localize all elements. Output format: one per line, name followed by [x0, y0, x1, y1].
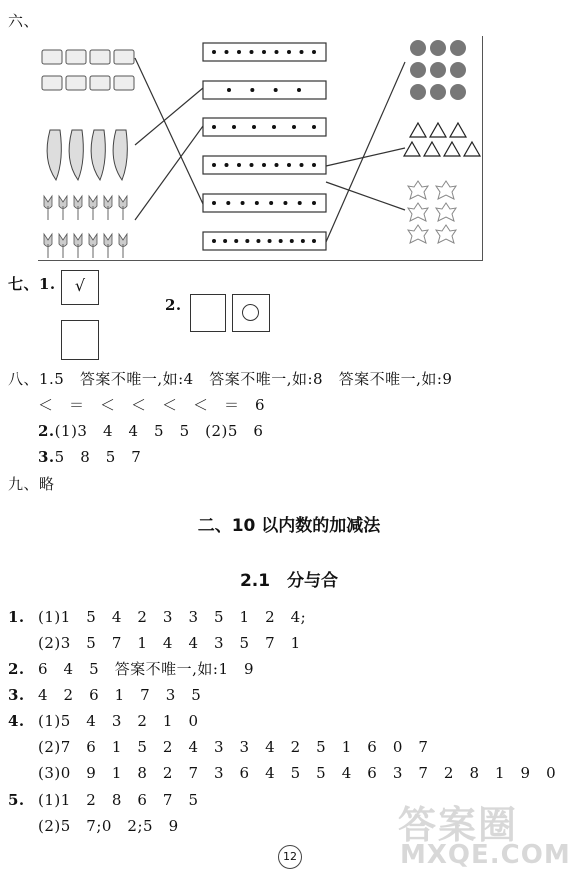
section-title: 2.1 分与合 — [239, 571, 339, 591]
watermark-logo: 答案圈 — [398, 803, 519, 847]
dot — [287, 163, 291, 167]
squirrel-icon — [430, 40, 446, 56]
answer-number: 4. — [8, 712, 25, 730]
chapter-title: 二、10 以内数的加减法 — [197, 516, 381, 536]
dot — [250, 163, 254, 167]
dot — [300, 50, 304, 54]
q6-label: 六、 — [8, 12, 40, 30]
answer-text: (2)5 7;0 2;5 9 — [38, 817, 179, 835]
q8-line2: ＜ ＝ ＜ ＜ ＜ ＜ ＝ 6 — [38, 396, 266, 414]
answer-line — [8, 632, 301, 653]
dot — [312, 50, 316, 54]
circle-mark — [242, 304, 259, 321]
leaf-icon — [408, 225, 428, 243]
answer-text: (1)1 5 4 2 3 3 5 1 2 4; — [38, 608, 307, 626]
dot — [268, 239, 272, 243]
right-pictures — [404, 40, 480, 243]
dot — [252, 125, 256, 129]
answer-number: 3. — [8, 686, 25, 704]
answer-line — [8, 658, 254, 679]
candy-icon — [114, 76, 134, 90]
dot — [292, 125, 296, 129]
dot-box — [203, 43, 326, 61]
q8-line4: 5 8 5 7 — [54, 448, 142, 466]
answer-text: (1)5 4 3 2 1 0 — [38, 712, 199, 730]
triangle-icon — [464, 142, 480, 156]
answer-text: 6 4 5 答案不唯一,如:1 9 — [38, 660, 255, 678]
dot — [283, 201, 287, 205]
candy-icon — [42, 50, 62, 64]
candy-icon — [114, 50, 134, 64]
answer-line — [8, 736, 428, 757]
leaf-icon — [408, 203, 428, 221]
triangle-icon — [430, 123, 446, 137]
answer-line — [8, 815, 179, 836]
q7-label: 七、1. — [8, 275, 56, 293]
dot — [250, 50, 254, 54]
q8-line1: 八、1.5 答案不唯一,如:4 答案不唯一,如:8 答案不唯一,如:9 — [8, 370, 453, 388]
dot — [312, 201, 316, 205]
answer-text: 4 2 6 1 7 3 5 — [38, 686, 202, 704]
squirrel-icon — [430, 62, 446, 78]
dot-box — [203, 232, 326, 250]
triangle-icon — [424, 142, 440, 156]
dot — [256, 239, 260, 243]
dot-box — [203, 156, 326, 174]
q8-num-2: 2. — [38, 422, 55, 440]
dot — [312, 163, 316, 167]
dot — [272, 125, 276, 129]
answer-text: (2)3 5 7 1 4 4 3 5 7 1 — [38, 634, 301, 652]
dot — [275, 163, 279, 167]
squirrel-icon — [410, 40, 426, 56]
answer-box-circle — [232, 294, 270, 332]
answer-number: 5. — [8, 791, 25, 809]
candy-icon — [66, 50, 86, 64]
q7-sub2-label: 2. — [165, 296, 182, 314]
dot — [237, 163, 241, 167]
squirrel-icon — [450, 62, 466, 78]
answer-text: (1)1 2 8 6 7 5 — [38, 791, 199, 809]
banana-icon — [69, 130, 83, 180]
left-pictures — [42, 50, 134, 258]
banana-icon — [91, 130, 105, 180]
answer-text: (3)0 9 1 8 2 7 3 6 4 5 5 4 6 3 7 2 8 1 9 0 — [38, 764, 557, 782]
answer-box-empty-2 — [190, 294, 226, 332]
dot — [212, 201, 216, 205]
answer-line — [8, 762, 556, 783]
dot — [226, 201, 230, 205]
page-number: 12 — [283, 850, 297, 863]
dot-boxes — [203, 43, 326, 250]
dot — [287, 50, 291, 54]
banana-icon — [47, 130, 61, 180]
squirrel-icon — [450, 40, 466, 56]
squirrel-icon — [430, 84, 446, 100]
squirrel-icon — [450, 84, 466, 100]
dot — [225, 50, 229, 54]
dot — [250, 88, 254, 92]
dot — [212, 125, 216, 129]
candy-icon — [66, 76, 86, 90]
dot — [297, 88, 301, 92]
leaf-icon — [436, 181, 456, 199]
dot — [274, 88, 278, 92]
dot — [312, 125, 316, 129]
dot — [225, 163, 229, 167]
answer-line — [8, 710, 199, 731]
q9-label: 九、略 — [8, 475, 55, 493]
dot-box — [203, 194, 326, 212]
answer-line — [8, 789, 199, 810]
dot — [241, 201, 245, 205]
page-number-badge — [278, 845, 302, 869]
dot — [227, 88, 231, 92]
dot-box — [203, 118, 326, 136]
dot — [223, 239, 227, 243]
triangle-icon — [404, 142, 420, 156]
answer-number: 2. — [8, 660, 25, 678]
triangle-icon — [450, 123, 466, 137]
triangle-icon — [444, 142, 460, 156]
q8-num-3: 3. — [38, 448, 55, 466]
dot — [269, 201, 273, 205]
answer-box-empty — [61, 320, 99, 360]
dot — [212, 239, 216, 243]
banana-icon — [113, 130, 127, 180]
triangle-icon — [410, 123, 426, 137]
answer-line — [8, 684, 201, 705]
answer-text: (2)7 6 1 5 2 4 3 3 4 2 5 1 6 0 7 — [38, 738, 429, 756]
matching-drawing — [0, 0, 578, 300]
dot — [245, 239, 249, 243]
q8-line3: (1)3 4 4 5 5 (2)5 6 — [54, 422, 264, 440]
check-mark: √ — [74, 276, 86, 295]
dot — [212, 163, 216, 167]
dot — [237, 50, 241, 54]
dot-box — [203, 81, 326, 99]
dot — [262, 163, 266, 167]
squirrel-icon — [410, 62, 426, 78]
watermark-url: MXQE.COM — [400, 840, 571, 870]
answer-number: 1. — [8, 608, 25, 626]
answer-line — [8, 606, 306, 627]
leaf-icon — [436, 225, 456, 243]
dot — [290, 239, 294, 243]
dot — [234, 239, 238, 243]
squirrel-icon — [410, 84, 426, 100]
dot — [255, 201, 259, 205]
dot — [275, 50, 279, 54]
dot — [300, 163, 304, 167]
dot — [262, 50, 266, 54]
dot — [312, 239, 316, 243]
leaf-icon — [408, 181, 428, 199]
candy-icon — [90, 50, 110, 64]
dot — [279, 239, 283, 243]
leaf-icon — [436, 203, 456, 221]
answer-box-checked — [61, 270, 99, 305]
dot — [301, 239, 305, 243]
dot — [298, 201, 302, 205]
candy-icon — [42, 76, 62, 90]
dot — [212, 50, 216, 54]
candy-icon — [90, 76, 110, 90]
dot — [232, 125, 236, 129]
